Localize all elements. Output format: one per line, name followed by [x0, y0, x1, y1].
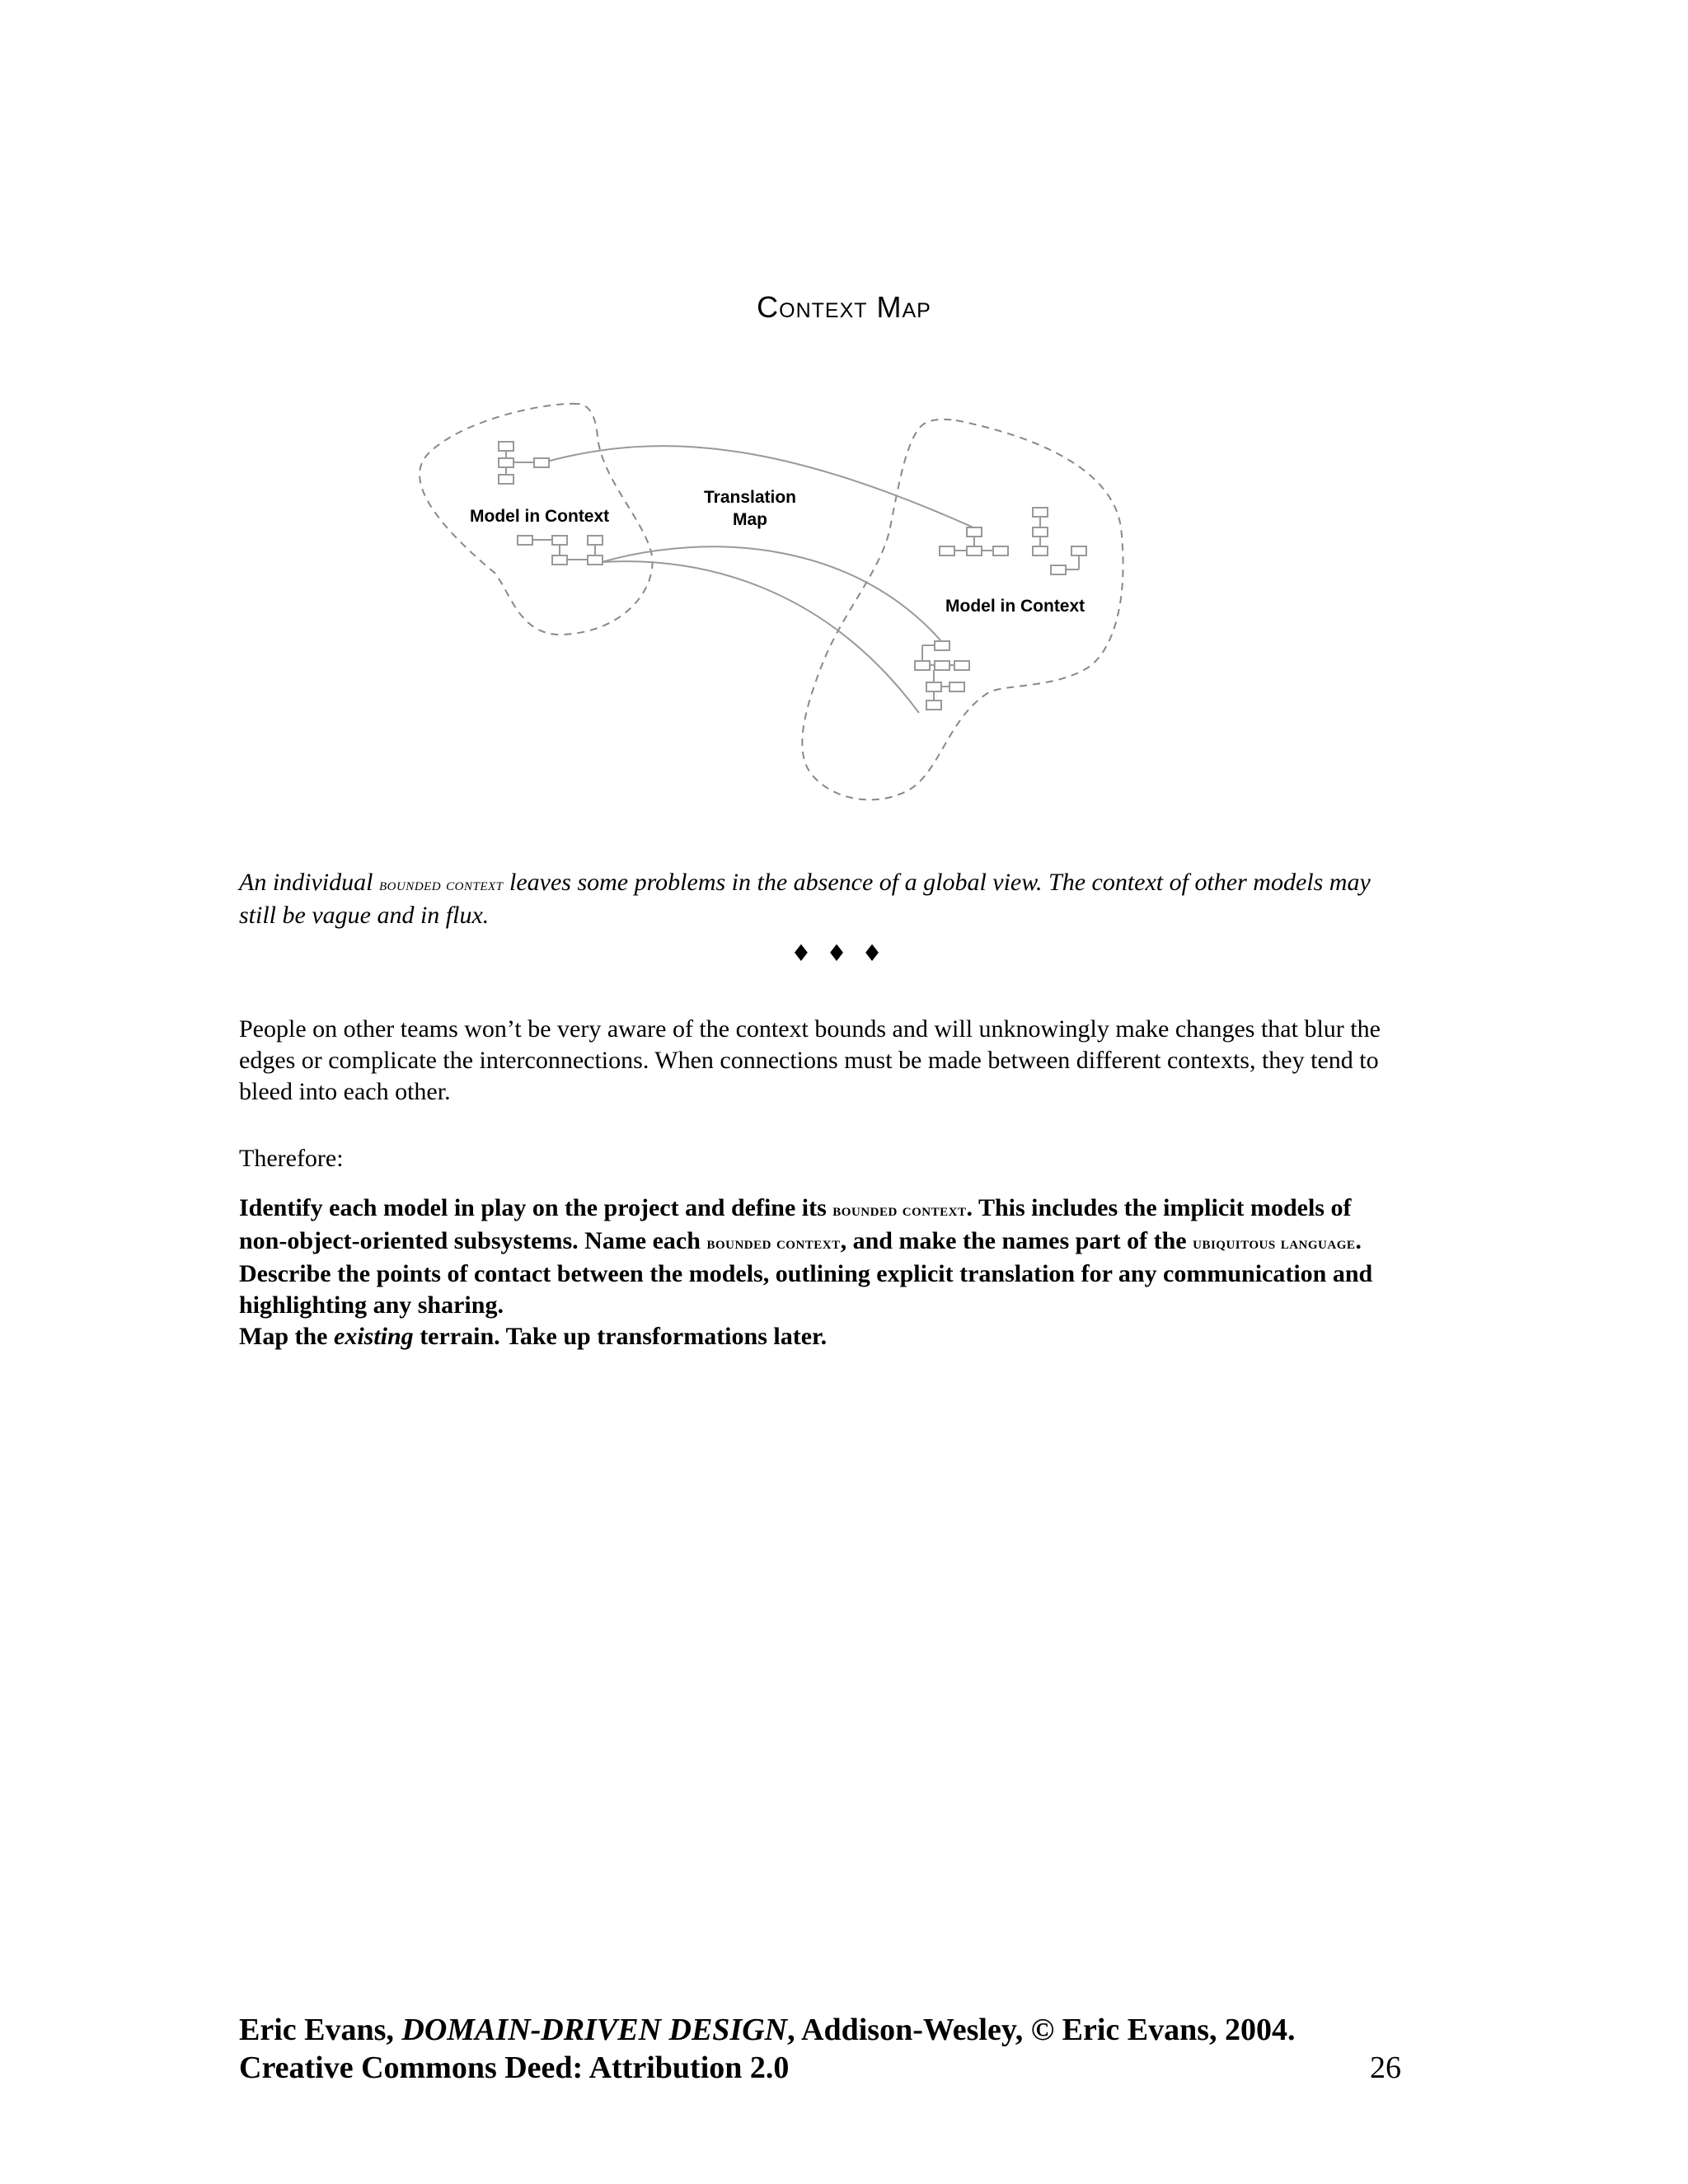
section-separator: ♦♦♦ [790, 940, 898, 967]
pattern-solution [239, 1193, 1401, 1352]
solution-term: bounded context [832, 1199, 967, 1220]
translation-map-label-line2: Map [733, 510, 767, 529]
right-model-cluster-top [940, 508, 1086, 574]
solution-emphasis: existing [334, 1323, 414, 1350]
solution-text: . This includes the implicit models of non-object-oriented subsystems. Name each [239, 1194, 1352, 1254]
solution-term: bounded context [706, 1232, 841, 1253]
footer-text: , Addison-Wesley, © Eric Evans, 2004. [787, 2013, 1296, 2047]
solution-text: terrain. Take up transformations later. [413, 1323, 828, 1350]
solution-text: Identify each model in play on the project and define its [239, 1194, 833, 1221]
page-title: Context Map [757, 290, 931, 324]
solution-paragraph-1 [239, 1193, 1401, 1258]
solution-paragraph-3 [239, 1321, 1401, 1352]
therefore-line: Therefore: [239, 1145, 344, 1172]
translation-map-label-line1: Translation [703, 488, 797, 507]
solution-paragraph-2: Describe the points of contact between the models, outlining explicit translation for any communication and highlighting any sharing. [239, 1260, 1373, 1319]
context-map-figure [396, 387, 1220, 816]
left-model-cluster-top [499, 442, 549, 484]
left-context-label: Model in Context [470, 507, 610, 526]
right-model-cluster-bottom [915, 641, 969, 710]
right-context-label: Model in Context [945, 597, 1085, 616]
context-map-diagram [396, 387, 1220, 816]
solution-text: . [1355, 1227, 1362, 1254]
caption-text-end: leaves some problems in the absence of a global view. The context of other models may still be vague and in flux. [239, 869, 1371, 929]
problem-paragraph: People on other teams won’t be very aware of the context bounds and will unknowingly make changes that blur the edges or complicate the interconnections. When connections must be made between different contexts, they tend to bleed into each other. [239, 1015, 1381, 1105]
figure-caption [239, 867, 1401, 931]
page-number: 26 [1370, 2050, 1401, 2085]
footer-license: Creative Commons Deed: Attribution 2.0 [239, 2050, 790, 2085]
solution-text: , and make the names part of the [840, 1227, 1193, 1254]
solution-text: Map the [239, 1323, 334, 1350]
footer-text: Eric Evans, [239, 2013, 402, 2047]
footer-book-title: DOMAIN-DRIVEN DESIGN [401, 2013, 788, 2047]
caption-text-start: An individual [239, 869, 379, 896]
left-model-cluster-bottom [518, 536, 603, 565]
caption-term: bounded context [378, 874, 504, 894]
solution-term: ubiquitous language [1193, 1232, 1356, 1253]
footer-citation [239, 2011, 1401, 2049]
